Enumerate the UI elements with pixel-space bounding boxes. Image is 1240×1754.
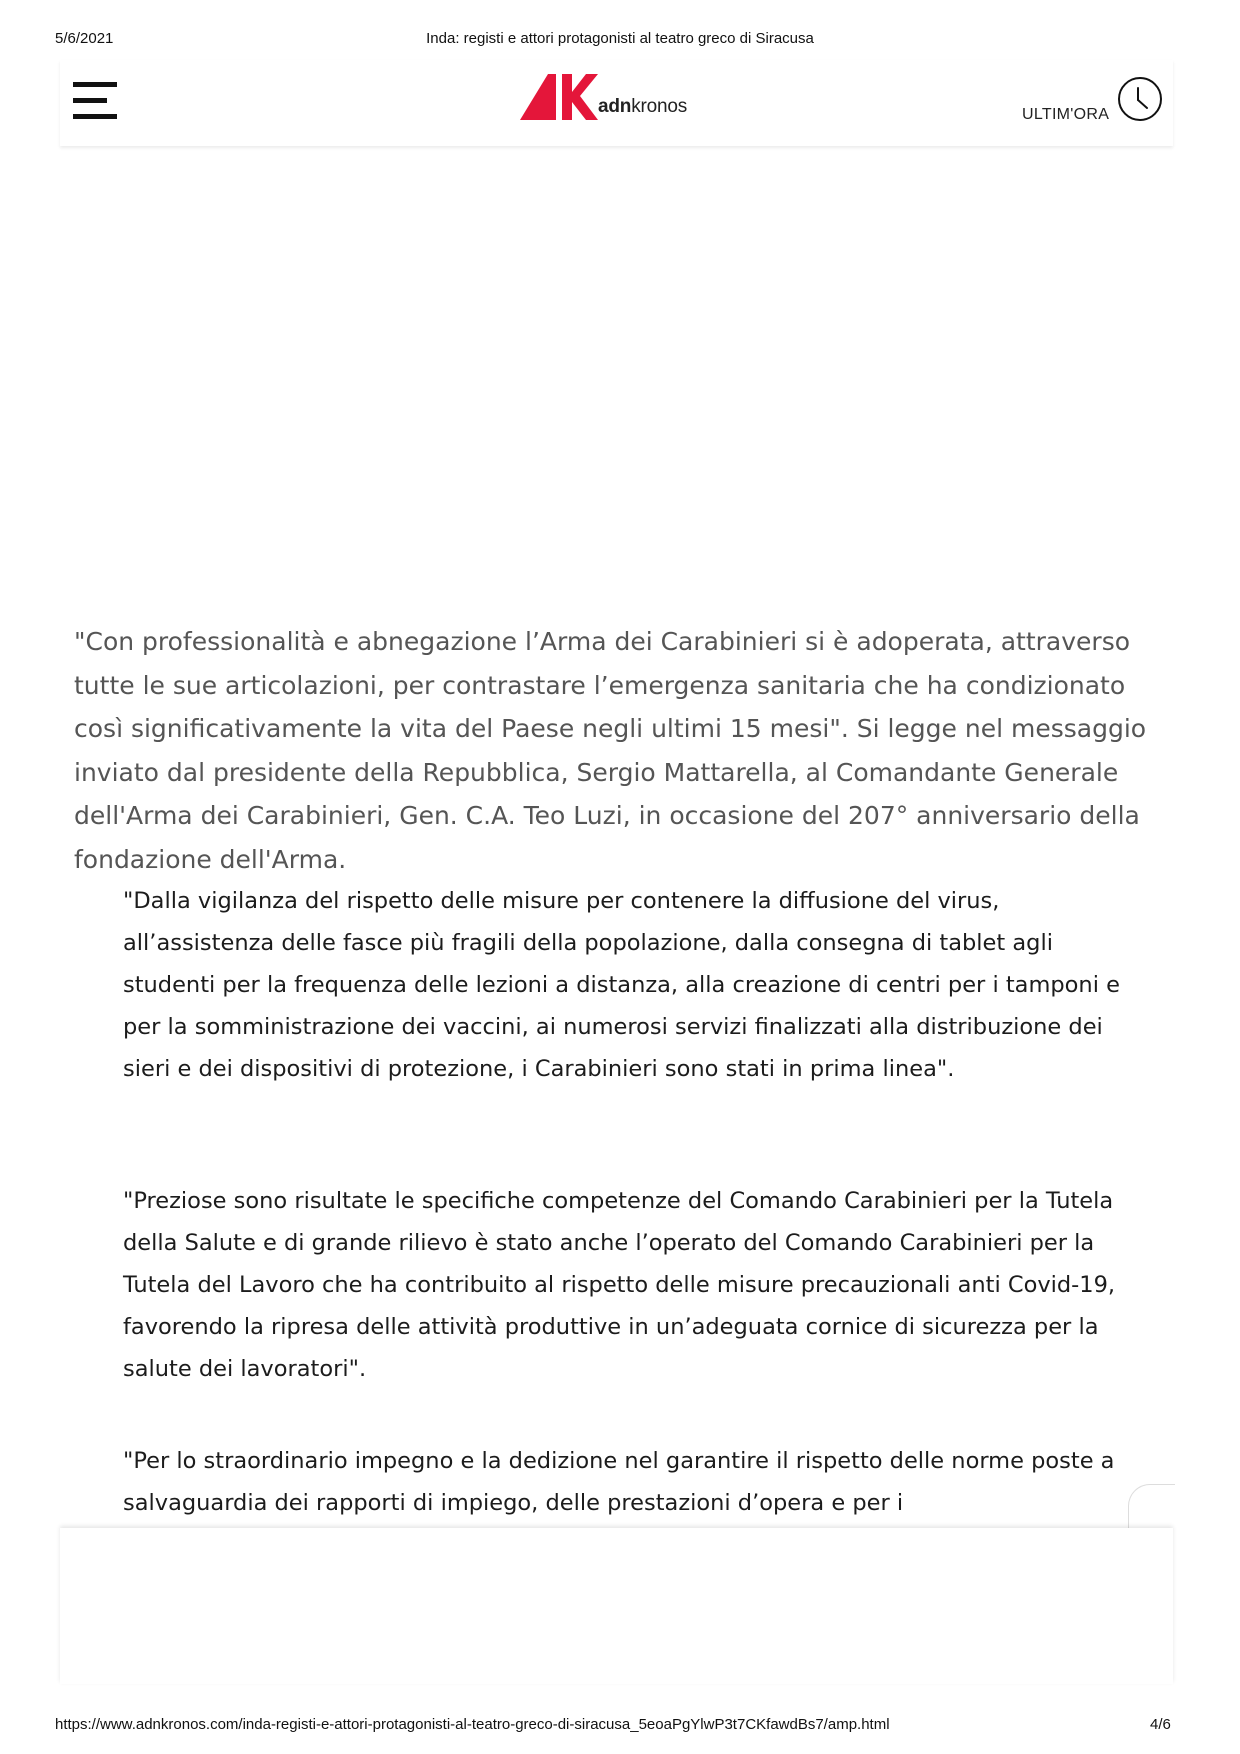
print-url: https://www.adnkronos.com/inda-registi-e-attori-protagonisti-al-teatro-greco-di-siracusa_5eoaPgYlwP3t7CKfawdBs7/amp.html [55,1716,890,1733]
article-lead-paragraph: "Con professionalità e abnegazione l’Arma dei Carabinieri si è adoperata, attraverso tutte le sue articolazioni, per contrastare l’emergenza sanitaria che ha condizionato così significativamente la vita del Paese negli ultimi 15 mesi". Si legge nel messaggio inviato dal presidente della Repubblica, Sergio Mattarella, al Comandante Generale dell'Arma dei Carabinieri, Gen. C.A. Teo Luzi, in occasione del 207° anniversario della fondazione dell'Arma. [74,627,1147,874]
print-page-number: 4/6 [1150,1716,1171,1733]
ultimora-link[interactable]: ULTIM'ORA [1022,106,1110,123]
logo-wordmark: adnkronos [598,96,688,117]
print-footer [0,1716,1240,1738]
advertisement-placeholder [60,160,1173,600]
clock-icon[interactable] [1117,76,1163,122]
article-quote-paragraph: "Dalla vigilanza del rispetto delle misure per contenere la diffusione del virus, all’assistenza delle fasce più fragili della popolazione, dalla consegna di tablet agli studenti per la frequenza delle lezioni a distanza, alla creazione di centri per i tamponi e per la somministrazione dei vaccini, ai numerosi servizi finalizzati alla distribuzione dei sieri e dei dispositivi di protezione, i Carabinieri sono stati in prima linea". [123,888,1120,1082]
site-header [60,60,1173,146]
print-date: 5/6/2021 [55,30,114,47]
bottom-advertisement-banner [60,1528,1173,1684]
article-quote-paragraph: "Per lo straordinario impegno e la dedizione nel garantire il rispetto delle norme poste a salvaguardia dei rapporti di impiego, delle prestazioni d’opera e per i [123,1448,1115,1516]
ak-logo-icon [520,72,600,122]
adnkronos-logo[interactable] [520,72,720,126]
scroll-to-top-tab[interactable] [1128,1484,1175,1529]
hamburger-menu-icon[interactable] [73,82,117,120]
print-document-title: Inda: registi e attori protagonisti al teatro greco di Siracusa [426,30,814,47]
article-quote-paragraph: "Preziose sono risultate le specifiche competenze del Comando Carabinieri per la Tutela della Salute e di grande rilievo è stato anche l’operato del Comando Carabinieri per la Tutela del Lavoro che ha contribuito al rispetto delle misure precauzionali anti Covid-19, favorendo la ripresa delle attività produttive in un’adeguata cornice di sicurezza per la salute dei lavoratori". [123,1188,1116,1382]
print-header [0,30,1240,52]
